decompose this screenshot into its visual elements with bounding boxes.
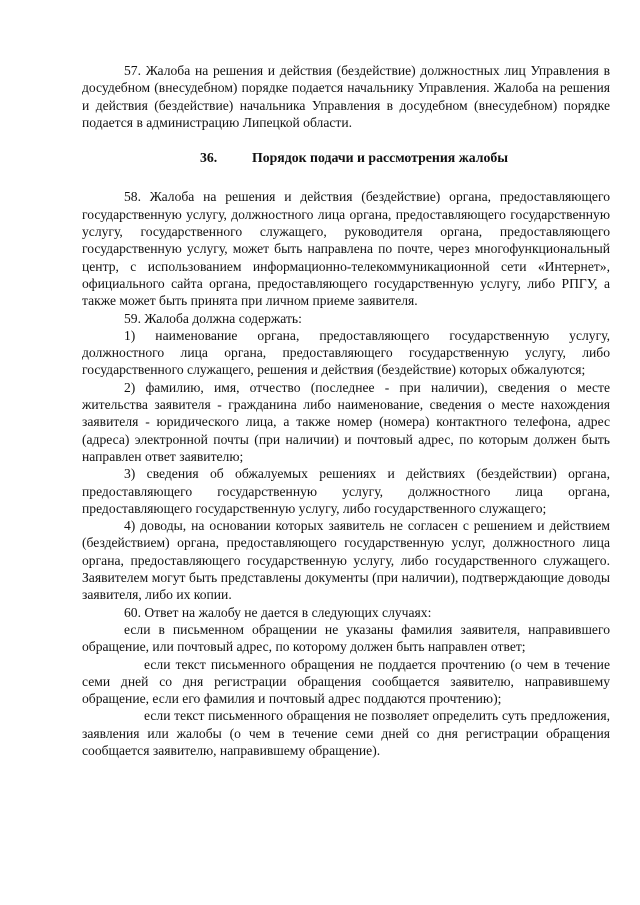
paragraph-57: 57. Жалоба на решения и действия (бездействие) должностных лиц Управления в досудебном (внесудебном) порядке подается начальнику Управления. Жалоба на решения и действия (бездействие) начальника Управления в досудебном (внесудебном) порядке подается в администрацию Липецкой области. xyxy=(82,63,610,130)
document-body xyxy=(82,62,610,759)
section-heading xyxy=(82,149,610,166)
list-item-4: 4) доводы, на основании которых заявитель не согласен с решением и действием (бездействием) органа, предоставляющего государственную услуг, должностного лица органа, предоставляющего государственную услугу, либо государственного служащего. Заявителем могут быть представлены документы (при наличии), подтверждающие доводы заявителя, либо их копии. xyxy=(82,518,610,603)
paragraph-58: 58. Жалоба на решения и действия (бездействие) органа, предоставляющего государственную услугу, должностного лица органа, предоставляющего государственную услугу, государственного служащего, руководителя органа, предоставляющего государственную услугу, может быть направлена по почте, через многофункциональный центр, с использованием информационно-телекоммуникационной сети «Интернет», официального сайта органа, предоставляющего государственную услугу, либо РПГУ, а также может быть принята при личном приеме заявителя. xyxy=(82,189,610,309)
paragraph-59: 59. Жалоба должна содержать: xyxy=(124,310,302,326)
section-number: 36. xyxy=(200,150,218,166)
list-item-3: 3) сведения об обжалуемых решениях и действиях (бездействии) органа, предоставляющего государственную услугу, должностного лица органа, предоставляющего государственную услугу, либо государственного служащего; xyxy=(82,466,610,516)
case-3: если текст письменного обращения не позволяет определить суть предложения, заявления или жалобы (о чем в течение семи дней со дня регистрации обращения сообщается заявителю, направившему обращение). xyxy=(82,708,610,758)
paragraph-60: 60. Ответ на жалобу не дается в следующих случаях: xyxy=(124,604,432,620)
list-item-2: 2) фамилию, имя, отчество (последнее - при наличии), сведения о месте жительства заявителя - гражданина либо наименование, сведения о месте нахождения заявителя - юридического лица, а также номер (номера) контактного телефона, адрес (адреса) электронной почты (при наличии) и почтовый адрес, по которым должен быть направлен ответ заявителю; xyxy=(82,379,610,464)
case-1: если в письменном обращении не указаны фамилия заявителя, направившего обращение, или почтовый адрес, по которому должен быть направлен ответ; xyxy=(82,621,610,655)
case-2: если текст письменного обращения не поддается прочтению (о чем в течение семи дней со дня регистрации обращения сообщается заявителю, направившему обращение, если его фамилия и почтовый адрес поддаются прочтению); xyxy=(82,656,610,707)
list-item-1: 1) наименование органа, предоставляющего государственную услугу, должностного лица органа, предоставляющего государственную услугу, либо государственного служащего, решения и действия (бездействие) которых обжалуются; xyxy=(82,327,610,378)
section-title: Порядок подачи и рассмотрения жалобы xyxy=(252,150,509,166)
